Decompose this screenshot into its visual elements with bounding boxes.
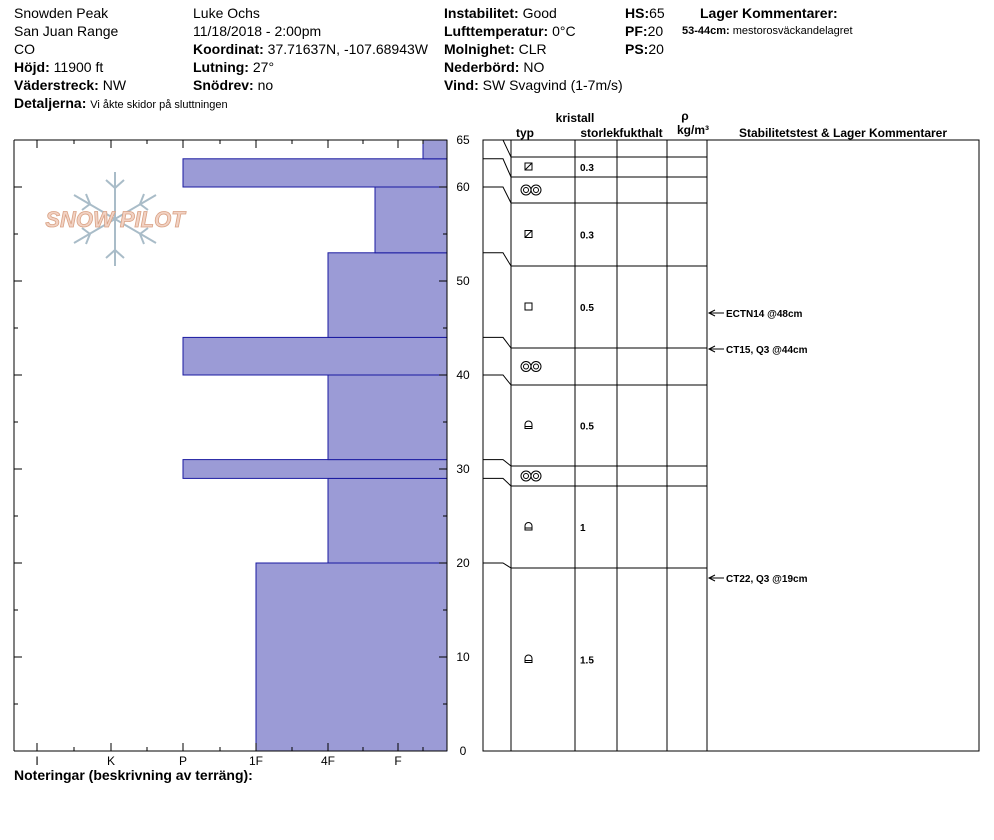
depth-tick-label: 20 <box>456 556 470 570</box>
hardness-tick-label: P <box>178 754 188 768</box>
range-name: San Juan Range <box>14 23 119 39</box>
grain-circle <box>531 185 541 195</box>
header-crystal: kristall <box>555 111 595 125</box>
grain-crust-icon <box>521 185 541 195</box>
hardness-bar <box>256 563 447 751</box>
layer-connector <box>483 478 511 486</box>
footer-notes-label: Noteringar (beskrivning av terräng): <box>14 767 253 783</box>
slope-label: Lutning: <box>193 59 249 75</box>
stability-test-label: CT22, Q3 @19cm <box>726 574 808 585</box>
header-density-unit: kg/m³ <box>676 123 710 137</box>
grain-circle-inner <box>524 364 529 369</box>
stability-test-label: CT15, Q3 @44cm <box>726 345 808 356</box>
header-rho: ρ <box>681 109 689 123</box>
precip-value: NO <box>523 59 545 75</box>
hardness-bar <box>423 140 447 159</box>
layer-connector <box>483 140 511 157</box>
hardness-bars <box>183 140 447 751</box>
layer-comment-text: mestorosväckandelagret <box>732 25 853 37</box>
hardness-bar <box>328 253 447 338</box>
hardness-bar <box>183 337 447 375</box>
state-name: CO <box>14 41 35 57</box>
grain-mixed-icon <box>525 231 532 238</box>
layer-connector <box>483 460 511 466</box>
hs-value: 65 <box>649 5 665 21</box>
layer-connector <box>483 159 511 177</box>
layer-connector <box>483 375 511 385</box>
ps-value: 20 <box>648 41 664 57</box>
wind-value: SW Svagvind (1-7m/s) <box>482 77 623 93</box>
pf-value: 20 <box>647 23 664 39</box>
depth-tick-label: 60 <box>456 180 470 194</box>
grain-size-label: 0.3 <box>580 230 594 242</box>
aspect-value: NW <box>102 77 127 93</box>
aspect-label: Väderstreck: <box>14 77 99 93</box>
elevation-label: Höjd: <box>14 59 50 75</box>
grain-slash <box>525 163 532 170</box>
observation-datetime: 11/18/2018 - 2:00pm <box>193 23 322 39</box>
grain-size-label: 1.5 <box>580 655 594 667</box>
grain-round <box>525 655 532 662</box>
location-name: Snowden Peak <box>14 5 109 21</box>
layer-connector <box>483 187 511 203</box>
snowdrift-label: Snödrev: <box>193 77 254 93</box>
header-size: storlek <box>580 126 620 140</box>
cloud-value: CLR <box>518 41 547 57</box>
grain-circle <box>531 471 541 481</box>
header-type: typ <box>516 126 534 140</box>
grain-round-icon <box>525 655 532 662</box>
stability-test-label: ECTN14 @48cm <box>726 309 803 320</box>
depth-tick-label: 50 <box>456 274 470 288</box>
grain-circle-inner <box>534 188 539 193</box>
grain-circle <box>531 362 541 372</box>
grain-crust-icon <box>521 471 541 481</box>
depth-tick-label: 10 <box>456 650 470 664</box>
grain-circle <box>521 362 531 372</box>
hs-label: HS: <box>625 5 650 21</box>
grain-square <box>525 303 532 310</box>
hardness-tick-label: 4F <box>320 754 336 768</box>
grain-circle-inner <box>534 364 539 369</box>
table-frame <box>483 140 979 751</box>
cloud-label: Molnighet: <box>444 41 515 57</box>
header-stability: Stabilitetstest & Lager Kommentarer <box>738 126 948 140</box>
instability-value: Good <box>522 5 557 21</box>
slope-value: 27° <box>252 59 275 75</box>
grain-circle-inner <box>524 188 529 193</box>
logo-text: SNOW PILOT <box>45 207 185 232</box>
depth-tick-label: 30 <box>456 462 470 476</box>
details-label: Detaljerna: <box>14 95 87 111</box>
header-moisture: fukthalt <box>619 126 663 140</box>
grain-size-label: 0.5 <box>580 303 594 314</box>
observer-name: Luke Ochs <box>193 5 260 21</box>
wind-label: Vind: <box>444 77 479 93</box>
instability-label: Instabilitet: <box>444 5 519 21</box>
grain-round <box>525 523 532 531</box>
grain-circle-inner <box>524 474 529 479</box>
grain-size-label: 1 <box>580 523 586 534</box>
grain-circle-inner <box>534 474 539 479</box>
snowdrift-value: no <box>257 77 274 93</box>
grain-mixed-icon <box>525 163 532 170</box>
hardness-tick-label: K <box>106 754 116 768</box>
pf-label: PF: <box>625 23 648 39</box>
precip-label: Nederbörd: <box>444 59 520 75</box>
elevation-value: 11900 ft <box>53 59 104 75</box>
grain-slash <box>525 231 532 238</box>
layer-connector <box>483 563 511 568</box>
ps-label: PS: <box>625 41 649 57</box>
coord-value: 37.71637N, -107.68943W <box>267 41 428 57</box>
grain-round-icon <box>525 421 532 428</box>
hardness-tick-label: F <box>394 754 402 768</box>
layer-connector <box>483 253 511 266</box>
hardness-bar <box>183 460 447 479</box>
hardness-tick-label: I <box>35 754 39 768</box>
hardness-tick-label: 1F <box>248 754 264 768</box>
hardness-bar <box>183 159 447 187</box>
grain-size-label: 0.5 <box>580 421 594 433</box>
hardness-bar <box>375 187 447 253</box>
hardness-bar <box>328 375 447 460</box>
grain-circle <box>521 471 531 481</box>
grain-crust-icon <box>521 362 541 372</box>
grain-facet-icon <box>525 303 532 310</box>
depth-tick-label: 40 <box>456 368 470 382</box>
grain-size-label: 0.3 <box>580 163 594 174</box>
hardness-bar <box>328 478 447 563</box>
depth-tick-label: 0 <box>459 744 467 758</box>
grain-round <box>525 421 532 428</box>
coord-label: Koordinat: <box>193 41 264 57</box>
airtemp-value: 0°C <box>552 23 576 39</box>
grain-round-icon <box>525 523 532 531</box>
grain-circle <box>521 185 531 195</box>
layer-comments-title: Lager Kommentarer: <box>700 5 838 21</box>
layer-comment-range: 53-44cm: <box>682 25 730 37</box>
layer-table <box>483 109 979 751</box>
snowpilot-logo <box>45 172 186 266</box>
details-value: Vi åkte skidor på sluttningen <box>90 99 228 111</box>
depth-tick-label: 65 <box>456 133 470 147</box>
layer-connector <box>483 337 511 348</box>
airtemp-label: Lufttemperatur: <box>444 23 549 39</box>
